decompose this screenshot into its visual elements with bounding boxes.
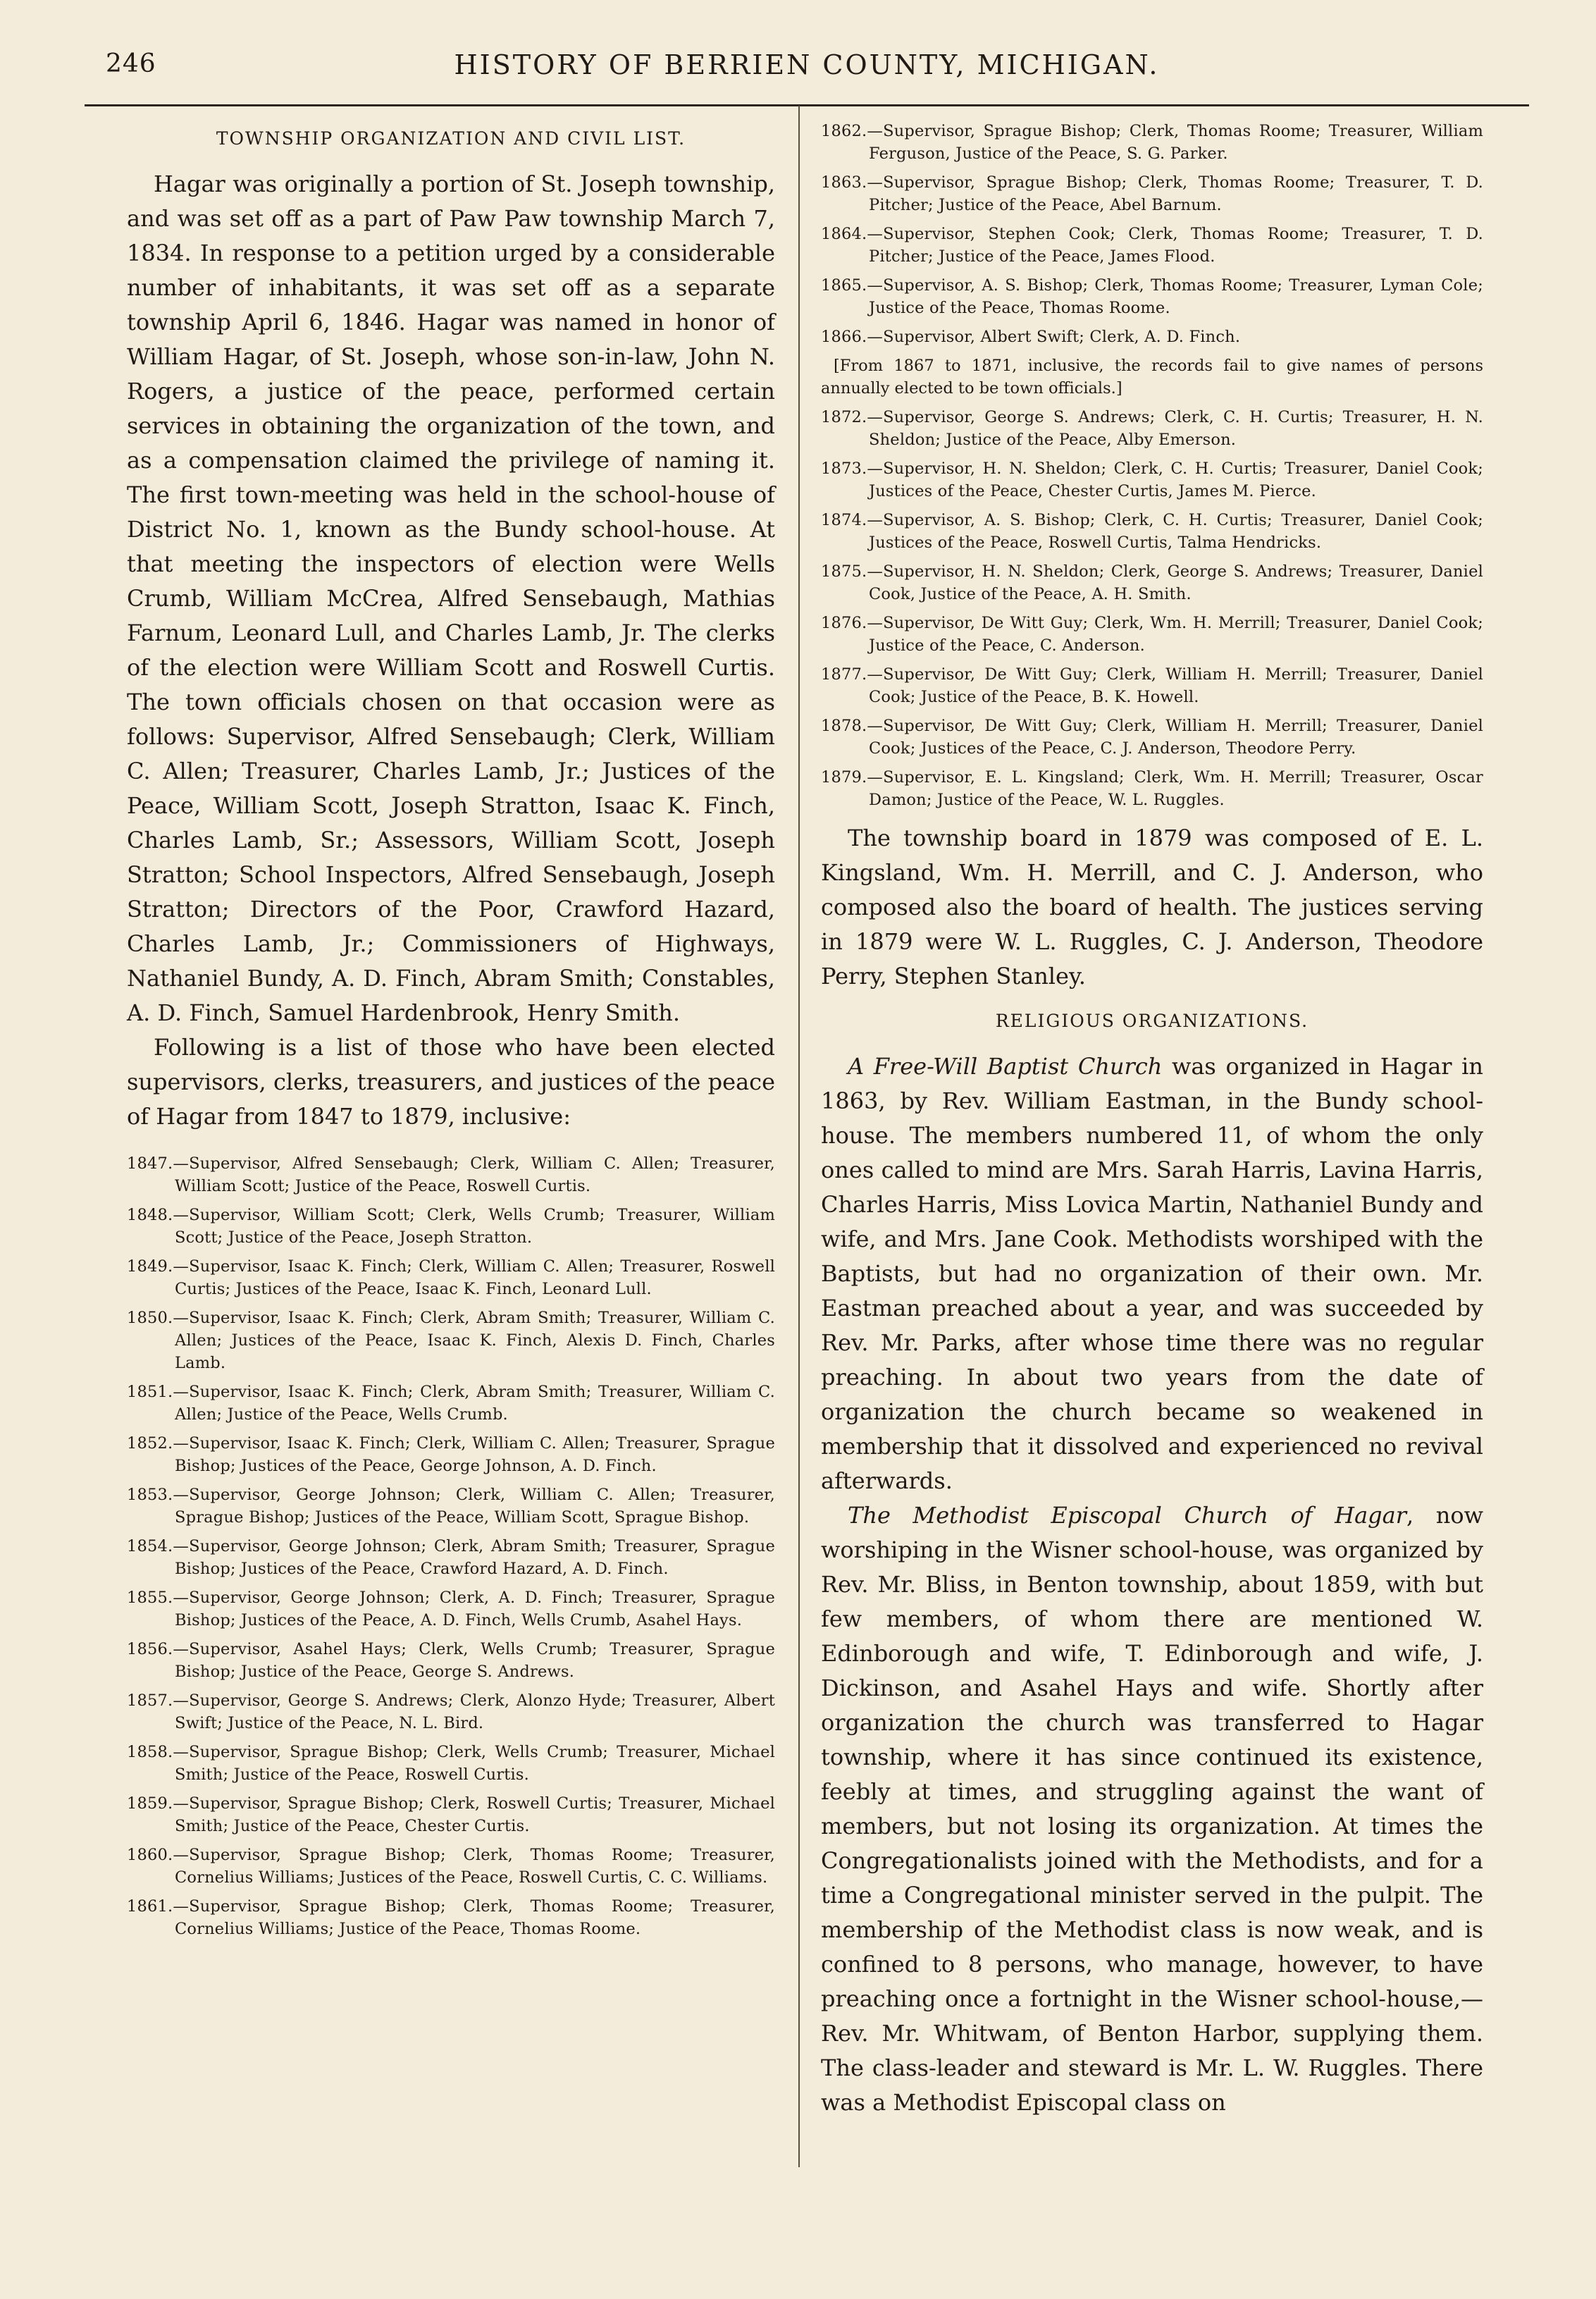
township-board-paragraph: The township board in 1879 was composed of E. L. Kingsland, Wm. H. Merrill, and C. J. Anderson, who composed also the board of health. The justices serving in 1879 were W. L. Ruggles, C. J. Anderson, Theodore Perry, Stephen Stanley. [821,825,1483,990]
list-item: 1856.—Supervisor, Asahel Hays; Clerk, Wells Crumb; Treasurer, Sprague Bishop; Justice of the Peace, George S. Andrews. [127,1640,775,1681]
list-item: 1850.—Supervisor, Isaac K. Finch; Clerk, Abram Smith; Treasurer, William C. Allen; Justices of the Peace, Isaac K. Finch, Alexis D. Finch, Charles Lamb. [127,1309,775,1372]
list-item: 1862.—Supervisor, Sprague Bishop; Clerk, Thomas Roome; Treasurer, William Ferguson, Justice of the Peace, S. G. Parker. [821,122,1483,163]
list-item: 1859.—Supervisor, Sprague Bishop; Clerk, Roswell Curtis; Treasurer, Michael Smith; Justice of the Peace, Chester Curtis. [127,1794,775,1835]
list-item: 1861.—Supervisor, Sprague Bishop; Clerk, Thomas Roome; Treasurer, Cornelius Williams; Justice of the Peace, Thomas Roome. [127,1897,775,1938]
list-item: 1874.—Supervisor, A. S. Bishop; Clerk, C. H. Curtis; Treasurer, Daniel Cook; Justices of the Peace, Roswell Curtis, Talma Hendricks. [821,511,1483,552]
list-item: 1865.—Supervisor, A. S. Bishop; Clerk, Thomas Roome; Treasurer, Lyman Cole; Justice of the Peace, Thomas Roome. [821,276,1483,317]
church-name-italic: The Methodist Episcopal Church of Hagar [848,1502,1407,1529]
column-divider [798,106,800,2167]
list-item: 1864.—Supervisor, Stephen Cook; Clerk, Thomas Roome; Treasurer, T. D. Pitcher; Justice of the Peace, James Flood. [821,225,1483,266]
list-item: 1879.—Supervisor, E. L. Kingsland; Clerk, Wm. H. Merrill; Treasurer, Oscar Damon; Justice of the Peace, W. L. Ruggles. [821,768,1483,809]
list-item: 1854.—Supervisor, George Johnson; Clerk, Abram Smith; Treasurer, Sprague Bishop; Justices of the Peace, Crawford Hazard, A. D. Finch. [127,1537,775,1578]
list-item: 1860.—Supervisor, Sprague Bishop; Clerk, Thomas Roome; Treasurer, Cornelius Williams; Justices of the Peace, Roswell Curtis, C. C. Williams. [127,1846,775,1887]
list-item: 1858.—Supervisor, Sprague Bishop; Clerk, Wells Crumb; Treasurer, Michael Smith; Justice of the Peace, Roswell Curtis. [127,1743,775,1784]
paragraph-text: was organized in Hagar in 1863, by Rev. William Eastman, in the Bundy school-house. The members numbered 11, of whom the only ones called to mind are Mrs. Sarah Harris, Lavina Harris, Charles Harris, Miss Lovica Martin, Nathaniel Bundy and wife, and Mrs. Jane Cook. Methodists worshiped with the Baptists, but had no organization of their own. Mr. Eastman preached about a year, and was succeeded by Rev. Mr. Parks, after whose time there was no regular preaching. In about two years from the date of organization the church became so weakened in membership that it dissolved and experienced no revival afterwards. [821,1053,1484,1494]
body-paragraph: Hagar was originally a portion of St. Joseph township, and was set off as a part of Paw Paw township March 7, 1834. In response to a petition urged by a considerable number of inhabitants, it was set off as a separate township April 6, 1846. Hagar was named in honor of William Hagar, of St. Joseph, whose son-in-law, John N. Rogers, a justice of the peace, performed certain services in obtaining the organization of the town, and as a compensation claimed the privilege of naming it. The first town-meeting was held in the school-house of District No. 1, known as the Bundy school-house. At that meeting the inspectors of election were Wells Crumb, William McCrea, Alfred Sensebaugh, Mathias Farnum, Leonard Lull, and Charles Lamb, Jr. The clerks of the election were William Scott and Roswell Curtis. The town officials chosen on that occasion were as follows: Supervisor, Alfred Sensebaugh; Clerk, William C. Allen; Treasurer, Charles Lamb, Jr.; Justices of the Peace, William Scott, Joseph Stratton, Isaac K. Finch, Charles Lamb, Sr.; Assessors, William Scott, Joseph Stratton; School Inspectors, Alfred Sensebaugh, Joseph Stratton; Directors of the Poor, Crawford Hazard, Charles Lamb, Jr.; Commissioners of Highways, Nathaniel Bundy, A. D. Finch, Abram Smith; Constables, A. D. Finch, Samuel Hardenbrook, Henry Smith. [127,171,775,1026]
list-item: 1857.—Supervisor, George S. Andrews; Clerk, Alonzo Hyde; Treasurer, Albert Swift; Justice of the Peace, N. L. Bird. [127,1691,775,1732]
list-item: 1851.—Supervisor, Isaac K. Finch; Clerk, Abram Smith; Treasurer, William C. Allen; Justice of the Peace, Wells Crumb. [127,1383,775,1424]
paragraph-text: , now worshiping in the Wisner school-house, was organized by Rev. Mr. Bliss, in Benton township, about 1859, with but few members, of whom there are mentioned W. Edinborough and wife, T. Edinborough and wife, J. Dickinson, and Asahel Hays and wife. Shortly after organization the church was transferred to Hagar township, where it has since continued its existence, feebly at times, and struggling against the want of members, but not losing its organization. At times the Congregationalists joined with the Methodists, and for a time a Congregational minister served in the pulpit. The membership of the Methodist class is now weak, and is confined to 8 persons, who manage, however, to have preaching once a fortnight in the Wisner school-house,—Rev. Mr. Whitwam, of Benton Harbor, supplying them. The class-leader and steward is Mr. L. W. Ruggles. There was a Methodist Episcopal class on [821,1502,1484,2116]
list-item: 1853.—Supervisor, George Johnson; Clerk, William C. Allen; Treasurer, Sprague Bishop; Justices of the Peace, William Scott, Sprague Bishop. [127,1486,775,1527]
methodist-church-paragraph [821,1498,1483,2120]
list-item: 1847.—Supervisor, Alfred Sensebaugh; Clerk, William C. Allen; Treasurer, William Scott; Justice of the Peace, Roswell Curtis. [127,1154,775,1195]
list-item: 1872.—Supervisor, George S. Andrews; Clerk, C. H. Curtis; Treasurer, H. N. Sheldon; Justice of the Peace, Alby Emerson. [821,408,1483,449]
section-title-religious: RELIGIOUS ORGANIZATIONS. [995,1011,1309,1031]
list-item: 1849.—Supervisor, Isaac K. Finch; Clerk, William C. Allen; Treasurer, Roswell Curtis; Justices of the Peace, Isaac K. Finch, Leonard Lull. [127,1257,775,1298]
church-name-italic: A Free-Will Baptist Church [848,1053,1163,1080]
right-column [821,120,1483,2120]
list-item: 1848.—Supervisor, William Scott; Clerk, Wells Crumb; Treasurer, William Scott; Justice of the Peace, Joseph Stratton. [127,1206,775,1247]
list-item: 1863.—Supervisor, Sprague Bishop; Clerk, Thomas Roome; Treasurer, T. D. Pitcher; Justice of the Peace, Abel Barnum. [821,173,1483,214]
list-item: 1878.—Supervisor, De Witt Guy; Clerk, William H. Merrill; Treasurer, Daniel Cook; Justices of the Peace, C. J. Anderson, Theodore Perry. [821,717,1483,758]
list-item: 1852.—Supervisor, Isaac K. Finch; Clerk, William C. Allen; Treasurer, Sprague Bishop; Justices of the Peace, George Johnson, A. D. Finch. [127,1434,775,1475]
header-rule [85,104,1529,106]
running-head: HISTORY OF BERRIEN COUNTY, MICHIGAN. [454,49,1160,80]
baptist-church-paragraph [821,1049,1483,1498]
civil-list-right [821,120,1483,811]
page-number: 246 [106,49,156,78]
list-item: 1875.—Supervisor, H. N. Sheldon; Clerk, George S. Andrews; Treasurer, Daniel Cook, Justice of the Peace, A. H. Smith. [821,562,1483,603]
list-item: 1855.—Supervisor, George Johnson; Clerk, A. D. Finch; Treasurer, Sprague Bishop; Justices of the Peace, A. D. Finch, Wells Crumb, Asahel Hays. [127,1589,775,1629]
civil-list-left [127,1152,775,1940]
body-paragraph: Following is a list of those who have been elected supervisors, clerks, treasurers, and justices of the peace of Hagar from 1847 to 1879, inclusive: [127,1034,775,1130]
page-header [85,49,1529,92]
records-note: [From 1867 to 1871, inclusive, the records fail to give names of persons annually elected to be town officials.] [821,357,1483,397]
list-item: 1876.—Supervisor, De Witt Guy; Clerk, Wm. H. Merrill; Treasurer, Daniel Cook; Justice of the Peace, C. Anderson. [821,614,1483,655]
list-item: 1866.—Supervisor, Albert Swift; Clerk, A. D. Finch. [821,328,1241,346]
list-item: 1877.—Supervisor, De Witt Guy; Clerk, William H. Merrill; Treasurer, Daniel Cook; Justice of the Peace, B. K. Howell. [821,665,1483,706]
list-item: 1873.—Supervisor, H. N. Sheldon; Clerk, C. H. Curtis; Treasurer, Daniel Cook; Justices of the Peace, Chester Curtis, James M. Pierce. [821,460,1483,500]
section-title-township: TOWNSHIP ORGANIZATION AND CIVIL LIST. [216,128,686,149]
left-column [127,120,775,1947]
